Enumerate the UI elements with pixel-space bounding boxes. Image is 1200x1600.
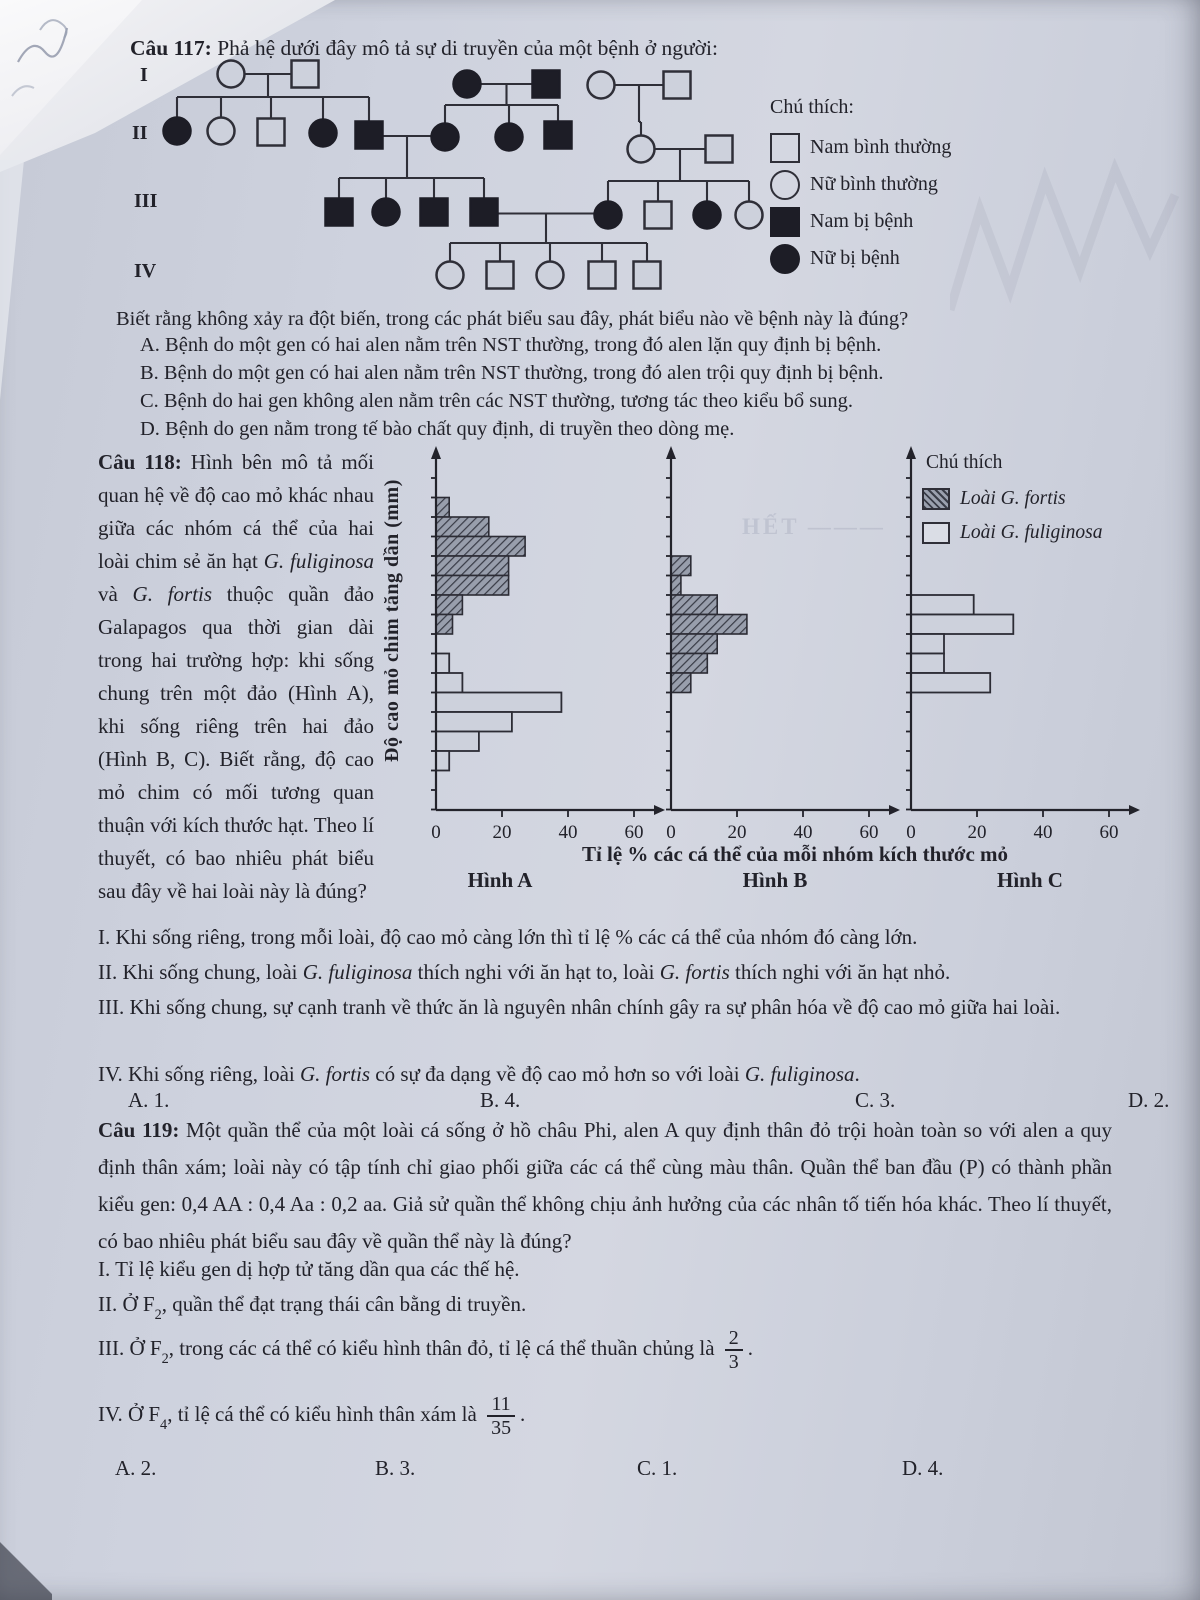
generation-label-i: I [140, 64, 148, 86]
x-tick-label: 0 [906, 822, 916, 843]
x-tick-label: 20 [492, 822, 512, 843]
q118-answer-d: D. 2. [1128, 1088, 1170, 1112]
histogram-bar-fuliginosa [436, 712, 512, 732]
q118-x-axis-label: Tỉ lệ % các cá thể của mỗi nhóm kích thước mỏ [581, 842, 1009, 866]
pedigree-male-normal [645, 202, 672, 229]
q117-option-a: A. Bệnh do một gen có hai alen nằm trên NST thường, trong đó alen lặn quy định bị bệnh. [140, 334, 882, 356]
histogram-bar-fuliginosa [436, 751, 449, 771]
pedigree-male-normal [664, 72, 691, 99]
histogram-bar-fuliginosa [436, 654, 449, 674]
legend-item-normal-female [770, 166, 1100, 203]
q118-answer-b: B. 4. [480, 1088, 521, 1112]
scan-shadow-corner [0, 1530, 52, 1600]
pedigree-male-normal [634, 262, 661, 289]
page-edge-sliver [0, 160, 24, 400]
legend-label: Nam bình thường [810, 136, 952, 158]
histogram-bar-fortis [671, 615, 747, 635]
pedigree-male-affected [326, 199, 353, 226]
pedigree-male-normal [487, 262, 514, 289]
pedigree-male-affected [533, 71, 560, 98]
pedigree-female-normal [437, 262, 464, 289]
pedigree-legend [770, 96, 1100, 277]
legend-label: Nữ bị bệnh [810, 247, 900, 269]
q117-option-b: B. Bệnh do một gen có hai alen nằm trên NST thường, trong đó alen trội quy định bị bệnh. [140, 362, 884, 384]
x-tick-label: 60 [859, 822, 879, 843]
pedigree-male-normal [258, 119, 285, 146]
pedigree-female-normal [736, 202, 763, 229]
x-tick-label: 20 [967, 822, 987, 843]
histogram-bar-fortis [436, 498, 449, 518]
chart-legend-item-fortis [922, 482, 1172, 516]
pedigree-female-normal [218, 61, 245, 88]
histogram-bar-fuliginosa [911, 634, 944, 654]
histogram-bar-fortis [436, 517, 489, 537]
generation-label-iii: III [134, 190, 158, 212]
pedigree-female-affected [454, 71, 481, 98]
histogram-bar-fuliginosa [911, 654, 944, 674]
q119-answer-d: D. 4. [902, 1456, 944, 1480]
pedigree-male-affected [545, 122, 572, 149]
pedigree-female-affected [310, 120, 337, 147]
legend-label: Nữ bình thường [810, 173, 938, 195]
legend-item-affected-female [770, 240, 1100, 277]
legend-item-normal-male [770, 129, 1100, 166]
q118-statement-1: I. Khi sống riêng, trong mỗi loài, độ cao mỏ càng lớn thì tỉ lệ % các cá thể của nhóm đó càng lớn. [98, 925, 918, 949]
histogram-bar-fortis [671, 654, 707, 674]
q118-intro: Câu 118: Hình bên mô tả mối quan hệ về độ cao mỏ khác nhau giữa các nhóm cá thể của hai loài chim sẻ ăn hạt G. fuliginosa và G. fortis thuộc quần đảo Galapagos qua thời gian dài trong hai trường hợp: khi sống chung trên một đảo (Hình A), khi sống riêng trên hai đảo (Hình B, C). Biết rằng, độ cao mỏ chim có mối tương quan thuận với kích thước hạt. Theo lí thuyết, có bao nhiêu phát biểu sau đây về hai loài này là đúng? [98, 450, 375, 903]
pedigree-female-affected [164, 118, 191, 145]
x-tick-label: 20 [727, 822, 747, 843]
q119-statement-1: I. Tỉ lệ kiểu gen dị hợp tử tăng dần qua các thế hệ. [98, 1257, 520, 1281]
pedigree-legend-title: Chú thích: [770, 96, 854, 118]
histogram-bar-fuliginosa [911, 595, 974, 615]
q117-option-d: D. Bệnh do gen nằm trong tế bào chất quy định, di truyền theo dòng mẹ. [140, 418, 735, 440]
pedigree-chart [118, 52, 778, 304]
pedigree-female-normal [208, 118, 235, 145]
pedigree-male-normal [292, 61, 319, 88]
legend-item-affected-male [770, 203, 1100, 240]
q118-statement-3: III. Khi sống chung, sự cạnh tranh về thức ăn là nguyên nhân chính gây ra sự phân hóa về độ cao mỏ giữa hai loài. [98, 995, 1061, 1019]
chart-legend-label: Loài G. fortis [960, 488, 1066, 509]
histogram-bar-fuliginosa [436, 673, 462, 693]
chart-legend [922, 452, 1172, 550]
q119-answer-a: A. 2. [115, 1456, 157, 1480]
q119-statement-2: II. Ở $F_2$, quần thể đạt trạng thái cân bằng di truyền. [98, 1292, 527, 1324]
caption-hinh-b: Hình B [742, 868, 808, 892]
x-tick-label: 60 [624, 822, 644, 843]
open-square-icon [770, 133, 800, 163]
histogram-bar-fortis [436, 595, 462, 615]
chart-hinh-a [406, 443, 666, 873]
histogram-bar-fortis [436, 576, 509, 596]
pedigree-male-affected [471, 199, 498, 226]
filled-circle-icon [770, 244, 800, 274]
open-swatch-icon [922, 522, 950, 544]
histogram-bar-fortis [671, 595, 717, 615]
q119-intro: Câu 119: Một quần thể của một loài cá sống ở hồ châu Phi, alen A quy định thân đỏ trội hoàn toàn so với alen a quy định thân xám; loài này có tập tính chỉ giao phối giữa các cá thể cùng màu thân. Quần thể ban đầu (P) có thành phần kiểu gen: 0,4 AA : 0,4 Aa : 0,2 aa. Giả sử quần thể không chịu ảnh hưởng của các nhân tố tiến hóa khác. Theo lí thuyết, có bao nhiêu phát biểu sau đây về quần thể này là đúng? [98, 1118, 1112, 1253]
legend-label: Nam bị bệnh [810, 210, 914, 232]
histogram-bar-fortis [671, 673, 691, 693]
chart-legend-title: Chú thích [926, 452, 1003, 473]
q119-answer-b: B. 3. [375, 1456, 416, 1480]
x-tick-label: 40 [558, 822, 578, 843]
q119-statement-4: IV. Ở $F_4$, tỉ lệ cá thể có kiểu hình thân xám là $\frac{11}{35}$ . [98, 1392, 526, 1440]
chart-hinh-b [641, 443, 901, 873]
histogram-bar-fortis [671, 576, 681, 596]
q118-statement-4: IV. Khi sống riêng, loài G. fortis có sự đa dạng về độ cao mỏ hơn so với loài G. fuliginosa. [98, 1062, 860, 1086]
caption-hinh-c: Hình C [997, 868, 1063, 892]
pedigree-female-normal [537, 262, 564, 289]
pedigree-female-affected [496, 124, 523, 151]
q117-option-c: C. Bệnh do hai gen không alen nằm trên các NST thường, tương tác theo kiểu bổ sung. [140, 390, 854, 412]
pedigree-female-affected [432, 124, 459, 151]
q118-statement-2: II. Khi sống chung, loài G. fuliginosa thích nghi với ăn hạt to, loài G. fortis thích nghi với ăn hạt nhỏ. [98, 960, 951, 984]
q119-answer-c: C. 1. [637, 1456, 678, 1480]
q118-answer-a: A. 1. [128, 1088, 170, 1112]
filled-square-icon [770, 207, 800, 237]
generation-label-ii: II [132, 122, 148, 144]
pedigree-female-affected [373, 199, 400, 226]
q118-answer-c: C. 3. [855, 1088, 896, 1112]
histogram-bar-fortis [436, 556, 509, 576]
histogram-bar-fuliginosa [436, 693, 561, 713]
pedigree-male-affected [356, 122, 383, 149]
histogram-bar-fortis [436, 615, 453, 635]
hatched-swatch-icon [922, 488, 950, 510]
histogram-bar-fortis [671, 556, 691, 576]
histogram-bar-fuliginosa [911, 615, 1013, 635]
q119-answers [0, 1456, 1200, 1486]
histogram-bar-fortis [436, 537, 525, 557]
x-tick-label: 0 [431, 822, 441, 843]
histogram-bar-fuliginosa [436, 732, 479, 752]
q117-question: Biết rằng không xảy ra đột biến, trong các phát biểu sau đây, phát biểu nào về bệnh này là đúng? [116, 308, 909, 330]
chart-legend-label: Loài G. fuliginosa [960, 522, 1103, 543]
x-tick-label: 40 [1033, 822, 1053, 843]
q119-statement-3: III. Ở $F_2$, trong các cá thể có kiểu hình thân đỏ, tỉ lệ cá thể thuần chủng là $\frac{2}{3}$ . [98, 1326, 753, 1374]
pedigree-male-affected [421, 199, 448, 226]
q118-y-axis-label: Độ cao mỏ chim tăng dần (mm) [381, 479, 403, 763]
x-tick-label: 40 [793, 822, 813, 843]
pedigree-female-affected [595, 202, 622, 229]
x-tick-label: 0 [666, 822, 676, 843]
pedigree-female-normal [628, 136, 655, 163]
chart-legend-item-fuliginosa [922, 516, 1172, 550]
caption-hinh-a: Hình A [467, 868, 533, 892]
bleed-through-text: HẾT ——— [742, 514, 886, 539]
histogram-bar-fuliginosa [911, 673, 990, 693]
histogram-bar-fortis [671, 634, 717, 654]
x-tick-label: 60 [1099, 822, 1119, 843]
pedigree-male-normal [589, 262, 616, 289]
pedigree-male-normal [706, 136, 733, 163]
generation-label-iv: IV [134, 260, 157, 282]
open-circle-icon [770, 170, 800, 200]
pedigree-female-affected [694, 202, 721, 229]
q117-title: Câu 117: Phả hệ dưới đây mô tả sự di truyền của một bệnh ở người: [130, 36, 718, 60]
pedigree-female-normal [588, 72, 615, 99]
